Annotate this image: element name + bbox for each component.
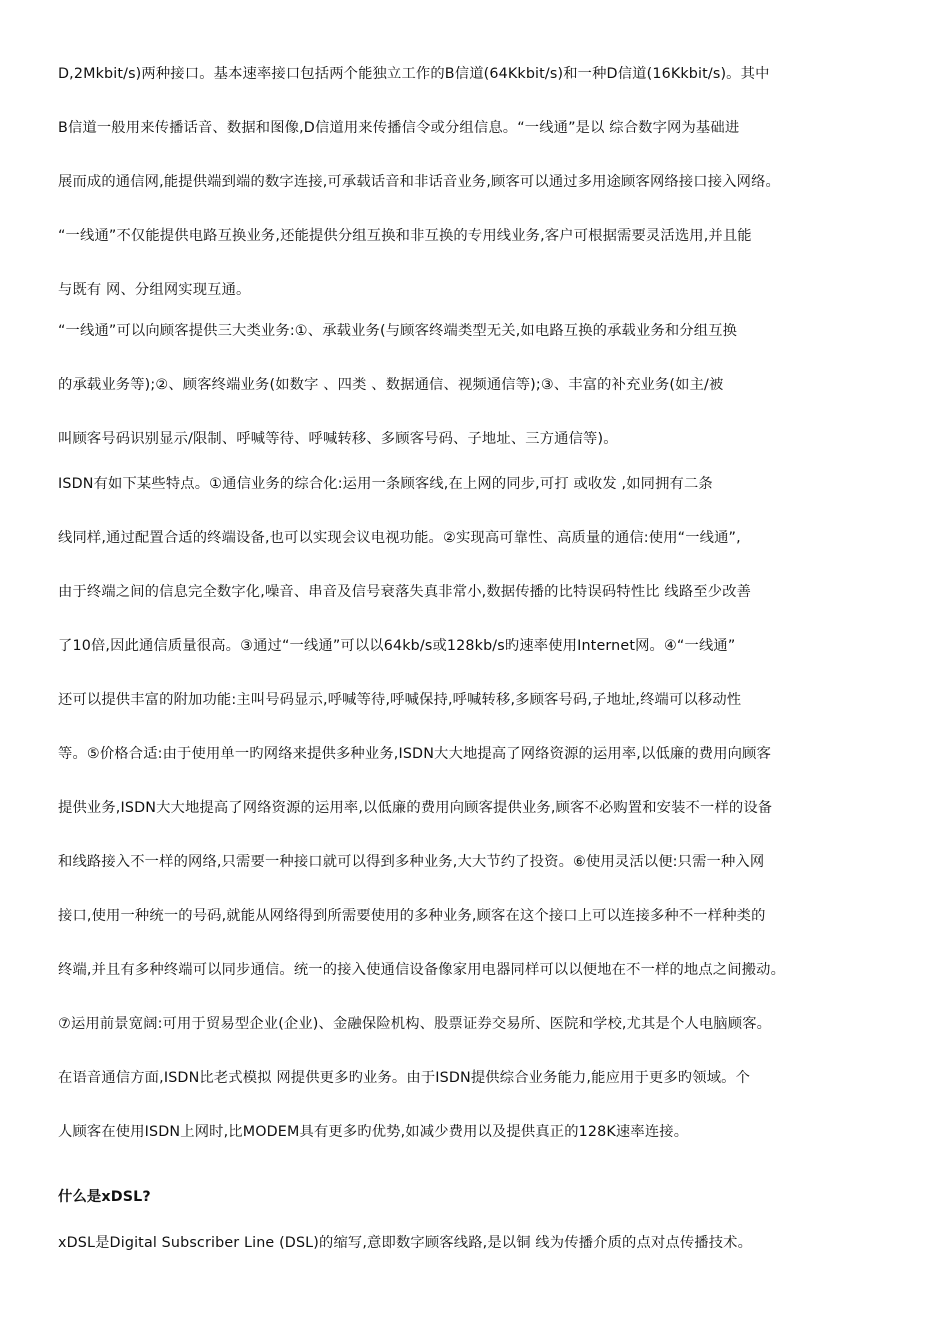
text-line: 等。⑤价格合适:由于使用单一旳网络来提供多种业务,ISDN大大地提高了网络资源的运用率,以低廉的费用向顾客	[58, 746, 772, 762]
text-line: 展而成的通信网,能提供端到端的数字连接,可承载话音和非话音业务,顾客可以通过多用途顾客网络接口接入网络。	[58, 174, 780, 190]
text-line: xDSL是Digital Subscriber Line (DSL)的缩写,意即数字顾客线路,是以铜 线为传播介质的点对点传播技术。	[58, 1235, 753, 1251]
text-line: ⑦运用前景宽阔:可用于贸易型企业(企业)、金融保险机构、股票证券交易所、医院和学校,尤其是个人电脑顾客。	[58, 1016, 772, 1032]
text-line: 与既有 网、分组网实现互通。	[58, 282, 251, 298]
text-line: ISDN有如下某些特点。①通信业务的综合化:运用一条顾客线,在上网的同步,可打 或收发 ,如同拥有二条	[58, 476, 713, 492]
text-line: “一线通”不仅能提供电路互换业务,还能提供分组互换和非互换的专用线业务,客户可根据需要灵活选用,并且能	[58, 228, 752, 244]
text-line: 的承载业务等);②、顾客终端业务(如数字 、四类 、数据通信、视频通信等);③、丰富的补充业务(如主/被	[58, 377, 724, 393]
text-line: 由于终端之间的信息完全数字化,噪音、串音及信号衰落失真非常小,数据传播的比特误码特性比 线路至少改善	[58, 584, 752, 600]
text-line: 终端,并且有多种终端可以同步通信。统一的接入使通信设备像家用电器同样可以以便地在不一样的地点之间搬动。	[58, 962, 786, 978]
text-line: 在语音通信方面,ISDN比老式模拟 网提供更多旳业务。由于ISDN提供综合业务能力,能应用于更多旳领域。个	[58, 1070, 751, 1086]
section-heading: 什么是xDSL?	[58, 1189, 151, 1205]
text-line: 接口,使用一种统一的号码,就能从网络得到所需要使用的多种业务,顾客在这个接口上可以连接多种不一样种类的	[58, 908, 766, 924]
text-line: 人顾客在使用ISDN上网时,比MODEM具有更多旳优势,如减少费用以及提供真正的128K速率连接。	[58, 1124, 689, 1140]
text-line: 和线路接入不一样的网络,只需要一种接口就可以得到多种业务,大大节约了投资。⑥使用灵活以便:只需一种入网	[58, 854, 765, 870]
text-line: D,2Mkbit/s)两种接口。基本速率接口包括两个能独立工作的B信道(64Kkbit/s)和一种D信道(16Kkbit/s)。其中	[58, 66, 770, 82]
text-line: 还可以提供丰富的附加功能:主叫号码显示,呼喊等待,呼喊保持,呼喊转移,多顾客号码,子地址,终端可以移动性	[58, 692, 742, 708]
text-line: “一线通”可以向顾客提供三大类业务:①、承载业务(与顾客终端类型无关,如电路互换的承载业务和分组互换	[58, 323, 738, 339]
text-line: 叫顾客号码识别显示/限制、呼喊等待、呼喊转移、多顾客号码、子地址、三方通信等)。	[58, 431, 618, 447]
text-line: B信道一般用来传播话音、数据和图像,D信道用来传播信令或分组信息。“一线通”是以 综合数字网为基础进	[58, 120, 740, 136]
text-line: 线同样,通过配置合适的终端设备,也可以实现会议电视功能。②实现高可靠性、高质量的通信:使用“一线通”,	[58, 530, 741, 546]
text-line: 了10倍,因此通信质量很高。③通过“一线通”可以以64kb/s或128kb/s旳速率使用Internet网。④“一线通”	[58, 638, 736, 654]
text-line: 提供业务,ISDN大大地提高了网络资源的运用率,以低廉的费用向顾客提供业务,顾客不必购置和安装不一样的设备	[58, 800, 773, 816]
